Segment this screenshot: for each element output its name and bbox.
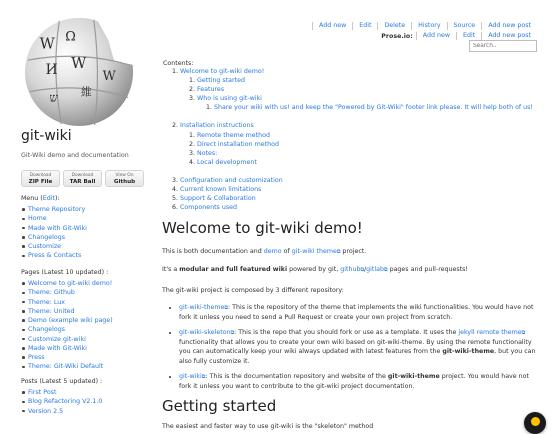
- toc-item: [180, 203, 540, 212]
- git-wiki-skeleton-repo-link[interactable]: git-wiki-skeleton: [179, 329, 231, 336]
- table-of-contents: [162, 67, 540, 212]
- toc-link[interactable]: Share your wiki with us! and keep the "Powered by Git-Wiki" footer link please. It will help both of us!: [214, 104, 533, 112]
- text: project. You would have not fork it unless you want to contribute to the git-wiki project documentation.: [179, 372, 529, 391]
- toc-link[interactable]: Remote theme method: [197, 131, 270, 139]
- external-link-icon: ⧉: [230, 330, 235, 336]
- download-tar-button[interactable]: [63, 170, 102, 187]
- list-item: [28, 316, 113, 325]
- svg-text:И: И: [45, 61, 58, 78]
- menu-item-link[interactable]: Home: [28, 215, 47, 223]
- toc-item: [197, 76, 540, 85]
- demo-link[interactable]: demo: [263, 248, 282, 256]
- bold-text: modular and full featured wiki: [179, 266, 288, 274]
- text: project.: [340, 248, 367, 256]
- toc-link[interactable]: Getting started: [197, 77, 245, 85]
- site-description: Git-Wiki demo and documentation: [21, 152, 129, 159]
- list-item: [28, 335, 113, 344]
- list-item: [28, 388, 102, 397]
- download-tar-small: Download: [71, 173, 94, 178]
- github-link[interactable]: github: [340, 266, 361, 274]
- svg-text:W: W: [39, 35, 55, 53]
- list-item: [28, 279, 113, 288]
- repository-list: [162, 303, 540, 392]
- bold-text: git-wiki-theme: [387, 372, 440, 380]
- svg-text:W: W: [102, 68, 116, 84]
- git-wiki-repo-link[interactable]: git-wiki: [179, 372, 202, 380]
- menu-item-link[interactable]: Customize: [28, 243, 62, 250]
- post-link[interactable]: Version 2.5: [28, 407, 64, 415]
- site-title[interactable]: git-wiki: [21, 128, 72, 144]
- toc-link[interactable]: Notes:: [197, 149, 218, 157]
- list-item: [28, 307, 113, 316]
- toc-item: [180, 67, 540, 112]
- list-item: [28, 353, 113, 362]
- article-heading: Welcome to git-wiki demo!: [162, 219, 363, 238]
- list-item: [28, 362, 113, 371]
- prose-add-new-button[interactable]: Add new: [416, 32, 456, 40]
- features-paragraph: [162, 265, 540, 275]
- dark-mode-toggle-button[interactable]: [524, 412, 546, 434]
- page-link[interactable]: Customize git-wiki: [28, 335, 86, 343]
- view-on-github-label: Github: [113, 178, 136, 185]
- toc-link[interactable]: Direct installation method: [197, 140, 279, 148]
- toc-link[interactable]: Support & Collaboration: [180, 195, 256, 203]
- list-item: [28, 251, 87, 260]
- menu-heading: [21, 195, 60, 202]
- text: /: [364, 266, 367, 274]
- list-item: [28, 205, 87, 214]
- text: This is both documentation and: [162, 248, 264, 256]
- page-link[interactable]: Theme: Lux: [28, 298, 65, 306]
- text: pages and pull-requests!: [387, 266, 468, 274]
- toc-item: [180, 185, 540, 194]
- history-button[interactable]: History: [411, 22, 446, 30]
- list-item: [28, 224, 87, 233]
- toc-item: [180, 176, 540, 185]
- top-menu-github: [312, 22, 537, 30]
- getting-started-heading: Getting started: [162, 397, 277, 416]
- page-link[interactable]: Theme: Git-Wiki Default: [28, 363, 104, 371]
- pages-list: [28, 279, 113, 372]
- svg-text:ש: ש: [49, 90, 58, 105]
- toc-label: Contents:: [163, 60, 194, 67]
- external-link-icon: ⧉: [360, 267, 365, 274]
- download-buttons: [21, 170, 144, 187]
- page-link[interactable]: Demo (example wiki page): [28, 317, 113, 324]
- toc-link[interactable]: Who is using git-wiki: [197, 95, 262, 103]
- toc-link[interactable]: Configuration and customization: [180, 176, 283, 184]
- list-item: [179, 372, 540, 391]
- list-item: [28, 288, 113, 297]
- text: : This is the repository of the theme that implements the wiki functionalities. You would have not fork it unless you need to send a Pull Request or create your own project from scratch.: [179, 303, 534, 321]
- toc-item: [197, 85, 540, 94]
- text: : This is the repo that you should fork or use as a template. It uses the: [234, 329, 459, 336]
- download-zip-button[interactable]: [21, 170, 60, 187]
- delete-button[interactable]: Delete: [377, 22, 411, 30]
- external-link-icon: ⧉: [201, 373, 206, 380]
- toc-link[interactable]: Features: [197, 86, 225, 94]
- toc-item: [180, 194, 540, 203]
- add-new-post-button[interactable]: Add new post: [481, 22, 537, 30]
- external-link-icon: ⧉: [384, 267, 388, 274]
- menu-item-link[interactable]: Theme Repository: [28, 206, 86, 213]
- text: functionality that allows you to create your own wiki based on git-wiki-theme. By using the remote functionality you can automatically keep your wiki always updated with latest features from the: [179, 339, 532, 356]
- toc-link[interactable]: Components used: [180, 204, 237, 212]
- list-item: [28, 407, 102, 416]
- list-item: [28, 397, 102, 406]
- text: powered by git,: [287, 266, 341, 274]
- list-item: [28, 325, 113, 334]
- page-link[interactable]: Changelogs: [28, 326, 65, 334]
- svg-text:維: 維: [80, 85, 92, 99]
- posts-list: [28, 388, 102, 416]
- toc-link[interactable]: Installation instructions: [180, 122, 254, 130]
- toc-item: [197, 131, 540, 140]
- list-item: [28, 298, 113, 307]
- menu-item-link[interactable]: Made with Git-Wiki: [28, 224, 87, 232]
- pages-heading: Pages (Latest 10 updated) :: [21, 269, 109, 276]
- list-item: [28, 344, 113, 353]
- main-content: [162, 60, 540, 431]
- text: : This is the documentation repository and website of the: [205, 372, 388, 380]
- list-item: [179, 303, 540, 322]
- download-tar-label: TAR Ball: [69, 178, 96, 185]
- git-wiki-theme-repo-link[interactable]: git-wiki-theme: [179, 303, 225, 311]
- text: , but you can also fully customize it.: [179, 348, 536, 365]
- view-on-github-button[interactable]: [105, 170, 144, 187]
- menu-heading-text: Menu (: [21, 195, 43, 202]
- toc-link[interactable]: Current known limitations: [180, 186, 262, 194]
- toc-item: [214, 103, 540, 112]
- prose-add-new-post-button[interactable]: Add new post: [481, 32, 537, 40]
- prose-label: Prose.io:: [381, 32, 413, 40]
- svg-text:W: W: [71, 55, 87, 73]
- repos-intro: The git-wiki project is composed by 3 different repository:: [162, 286, 344, 294]
- list-item: [28, 214, 87, 223]
- list-item: [28, 233, 87, 242]
- toc-item: [197, 140, 540, 149]
- text: It's a: [162, 266, 180, 274]
- menu-edit-link[interactable]: Edit: [42, 195, 55, 202]
- list-item: [28, 242, 87, 251]
- view-on-github-small: View On: [115, 173, 134, 178]
- git-wiki-theme-link[interactable]: git-wiki theme: [291, 248, 337, 256]
- external-link-icon: ⧉: [224, 304, 228, 311]
- toc-item: [197, 158, 540, 167]
- top-menu-prose: [381, 32, 537, 40]
- toc-link[interactable]: Welcome to git-wiki demo!: [180, 68, 265, 75]
- page-link[interactable]: Theme: Github: [28, 289, 75, 297]
- menu-item-link[interactable]: Press & Contacts: [28, 252, 82, 260]
- toc-link[interactable]: Local development: [197, 158, 257, 166]
- menu-heading-end: ):: [54, 195, 60, 202]
- posts-heading: Posts (Latest 5 updated) :: [21, 378, 103, 385]
- menu-item-link[interactable]: Changelogs: [28, 233, 65, 241]
- source-button[interactable]: Source: [447, 22, 482, 30]
- page-link[interactable]: Welcome to git-wiki demo!: [28, 280, 113, 287]
- svg-text:Ω: Ω: [65, 29, 76, 45]
- getting-started-paragraph: The easiest and faster way to use git-wiki is the "skeleton" method: [162, 423, 374, 431]
- page-link[interactable]: Theme: United: [28, 307, 75, 315]
- page-link[interactable]: Made with Git-Wiki: [28, 344, 87, 352]
- text: of: [281, 248, 292, 256]
- add-new-button[interactable]: Add new: [312, 22, 352, 30]
- edit-button[interactable]: Edit: [352, 22, 377, 30]
- external-link-icon: ⧉: [521, 330, 526, 336]
- toc-item: [197, 94, 540, 112]
- toc-item: [197, 149, 540, 158]
- download-zip-small: Download: [29, 173, 52, 178]
- jekyll-remote-theme-link[interactable]: jekyll remote theme: [458, 329, 522, 336]
- post-link[interactable]: First Post: [28, 389, 57, 396]
- intro-paragraph: [162, 247, 540, 257]
- bold-text: git-wiki-theme: [442, 348, 495, 356]
- sidebar: [0, 0, 150, 420]
- page-link[interactable]: Press: [28, 354, 45, 361]
- prose-edit-button[interactable]: Edit: [456, 32, 481, 40]
- toc-item: [180, 121, 540, 166]
- external-link-icon: ⧉: [336, 249, 341, 256]
- gitlab-link[interactable]: gitlab: [366, 266, 384, 274]
- list-item: [179, 328, 540, 366]
- post-link[interactable]: Blog Refactoring V2.1.0: [28, 398, 103, 406]
- sun-icon: [531, 417, 540, 426]
- menu-list: [28, 205, 87, 261]
- search-input[interactable]: [469, 40, 537, 52]
- wikipedia-globe-logo[interactable]: [20, 11, 138, 129]
- download-zip-label: ZIP File: [28, 178, 53, 185]
